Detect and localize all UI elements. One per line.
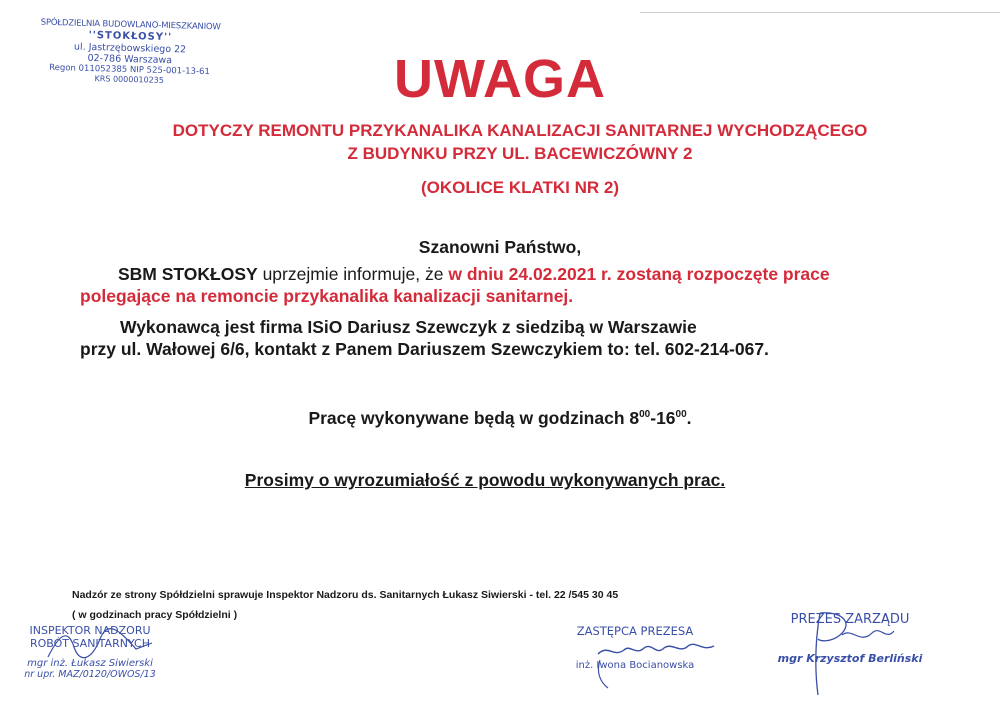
greeting: Szanowni Państwo, bbox=[418, 237, 582, 257]
president-signature bbox=[790, 605, 900, 700]
paragraph-contractor bbox=[80, 316, 960, 360]
contractor-line2: przy ul. Wałowej 6/6, kontakt z Panem Dariuszem Szewczykiem to: tel. 602-214-067. bbox=[80, 339, 769, 359]
supervision-note: Nadzór ze strony Spółdzielni sprawuje Inspektor Nadzoru ds. Sanitarnych Łukasz Siwierski - tel. 22 /545 30 45 bbox=[72, 589, 619, 601]
subject-line2: Z BUDYNKU PRZY UL. BACEWICZÓWNY 2 bbox=[347, 144, 693, 163]
issuer-stamp-line3: ul. Jastrzębowskiego 22 bbox=[73, 41, 187, 56]
hours-dot: . bbox=[686, 408, 692, 428]
hours-start-minutes: 00 bbox=[639, 409, 651, 421]
deputy-stamp-line2: inż. Iwona Bocianowska bbox=[575, 660, 695, 671]
president-stamp-line1: PREZES ZARZĄDU bbox=[790, 612, 910, 627]
inspector-stamp-line4: nr upr. MAZ/0120/OWOS/13 bbox=[24, 669, 156, 680]
scan-artifact-line bbox=[640, 12, 1000, 13]
subject-line3: (OKOLICE KLATKI NR 2) bbox=[420, 178, 619, 197]
announcement-scope: polegające na remoncie przykanalika kanalizacji sanitarnej. bbox=[80, 286, 574, 306]
issuer-stamp-line5: Regon 011052385 NIP 525-001-13-61 bbox=[49, 62, 211, 78]
announcement-issuer: SBM STOKŁOSY bbox=[118, 264, 258, 284]
hours-text: Pracę wykonywane będą w godzinach 8 bbox=[308, 408, 640, 428]
supervision-hours: ( w godzinach pracy Spółdzielni ) bbox=[72, 609, 238, 621]
paragraph-announcement bbox=[80, 263, 960, 307]
contractor-line1: Wykonawcą jest firma ISiO Dariusz Szewczyk z siedzibą w Warszawie bbox=[120, 317, 697, 337]
announcement-date: w dniu 24.02.2021 r. zostaną rozpoczęte prace bbox=[448, 264, 830, 284]
issuer-stamp-line6: KRS 0000010235 bbox=[94, 74, 165, 85]
inspector-stamp-line1: INSPEKTOR NADZORU bbox=[29, 624, 151, 637]
issuer-stamp-line1: SPÓŁDZIELNIA BUDOWLANO-MIESZKANIOW bbox=[40, 17, 221, 33]
page-title: UWAGA bbox=[394, 49, 606, 109]
issuer-stamp-line4: 02-786 Warszawa bbox=[87, 52, 173, 67]
request-note: Prosimy o wyrozumiałość z powodu wykonywanych prac. bbox=[244, 470, 726, 490]
working-hours bbox=[0, 408, 1000, 429]
hours-end-minutes: 00 bbox=[675, 409, 687, 421]
announcement-text: uprzejmie informuje, że bbox=[257, 264, 449, 284]
inspector-signature bbox=[40, 625, 160, 665]
inspector-stamp-line2: ROBÓT SANITARNYCH bbox=[29, 637, 151, 650]
president-stamp-line2: mgr Krzysztof Berliński bbox=[777, 652, 923, 665]
issuer-stamp-line2: ''STOKŁOSY'' bbox=[88, 29, 173, 44]
subject-line1: DOTYCZY REMONTU PRZYKANALIKA KANALIZACJI SANITARNEJ WYCHODZĄCEGO bbox=[172, 121, 868, 140]
inspector-stamp-line3: mgr inż. Łukasz Siwierski bbox=[27, 658, 153, 669]
deputy-signature bbox=[590, 630, 730, 690]
hours-dash: -16 bbox=[650, 408, 676, 428]
deputy-stamp-line1: ZASTĘPCA PREZESA bbox=[576, 624, 694, 638]
